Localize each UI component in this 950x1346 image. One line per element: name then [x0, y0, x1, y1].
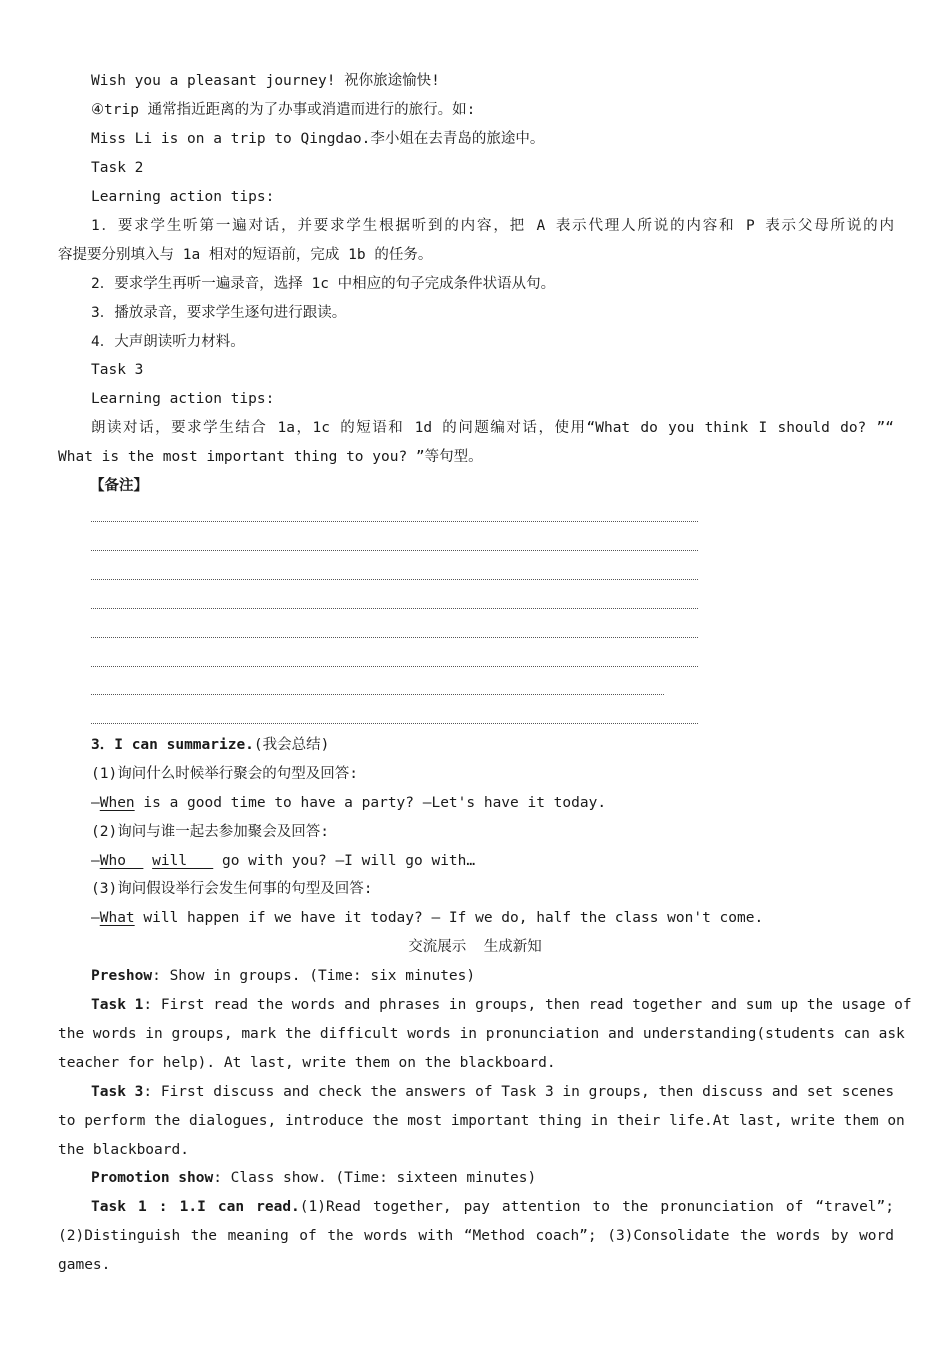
- text-line: [91, 1082, 894, 1102]
- section-title: 交流展示 生成新知: [408, 939, 542, 955]
- note-rule: [91, 608, 698, 609]
- preshow-text: : Show in groups. (Time: six minutes): [152, 968, 476, 984]
- text-line: to perform the dialogues, introduce the most important thing in their life.At last, write them on: [58, 1113, 905, 1129]
- preshow-line: [91, 966, 894, 986]
- note-rule: [91, 723, 698, 724]
- summary-heading-note: (我会总结): [253, 737, 330, 753]
- task-text: (1)Read together, pay attention to the pronunciation of “travel”;: [299, 1199, 894, 1215]
- text-line: Miss Li is on a trip to Qingdao.李小姐在去青岛的旅途中。: [91, 131, 545, 147]
- note-rule: [91, 550, 698, 551]
- fill-blank: When: [99, 795, 135, 811]
- text-line: ④trip 通常指近距离的为了办事或消遣而进行的旅行。如:: [91, 102, 476, 118]
- task-label: Task 1 : 1.I can read.: [91, 1199, 300, 1215]
- promotion-text: : Class show. (Time: sixteen minutes): [213, 1170, 537, 1186]
- text-line: [91, 1197, 894, 1217]
- text-line: (2)Distinguish the meaning of the words with “Method coach”; (3)Consolidate the words by word: [58, 1228, 894, 1244]
- summary-answer: [91, 851, 894, 871]
- task-3-heading: Task 3: [91, 362, 144, 378]
- summary-heading: [91, 735, 894, 755]
- tips-label: Learning action tips:: [91, 189, 275, 205]
- text-line: 2．要求学生再听一遍录音，选择 1c 中相应的句子完成条件状语从句。: [91, 276, 556, 292]
- answer-text: will happen if we have it today? — If we do, half the class won't come.: [134, 910, 764, 926]
- text-line: Wish you a pleasant journey! 祝你旅途愉快!: [91, 73, 440, 89]
- promotion-line: [91, 1168, 894, 1188]
- dash: —: [91, 795, 100, 811]
- summary-heading-bold: 3．I can summarize.: [91, 737, 254, 753]
- task-2-heading: Task 2: [91, 160, 144, 176]
- tips-label: Learning action tips:: [91, 391, 275, 407]
- text-line: the blackboard.: [58, 1142, 189, 1158]
- answer-text: go with you? —I will go with…: [213, 853, 476, 869]
- summary-question: (3)询问假设举行会发生何事的句型及回答:: [91, 881, 373, 897]
- summary-question: (2)询问与谁一起去参加聚会及回答:: [91, 824, 329, 840]
- fill-blank: What: [99, 910, 135, 926]
- summary-answer: [91, 793, 894, 813]
- preshow-label: Preshow: [91, 968, 153, 984]
- summary-answer: [91, 908, 894, 928]
- note-rule: [91, 521, 698, 522]
- text-line: [91, 995, 912, 1015]
- fill-blank: will: [152, 853, 214, 869]
- text-line: the words in groups, mark the difficult words in pronunciation and understanding(students can ask: [58, 1026, 905, 1042]
- text-line: games.: [58, 1257, 111, 1273]
- fill-blank: Who: [99, 853, 144, 869]
- text-line: 容提要分别填入与 1a 相对的短语前，完成 1b 的任务。: [58, 247, 433, 263]
- note-rule: [91, 666, 698, 667]
- text-line: 4．大声朗读听力材料。: [91, 334, 245, 350]
- note-rule: [91, 637, 698, 638]
- task-label: Task 1: [91, 997, 144, 1013]
- blank-gap: [143, 853, 152, 869]
- task-label: Task 3: [91, 1084, 144, 1100]
- task-text: : First discuss and check the answers of Task 3 in groups, then discuss and set scenes: [143, 1084, 895, 1100]
- promotion-label: Promotion show: [91, 1170, 214, 1186]
- note-rule: [91, 694, 664, 695]
- task-text: : First read the words and phrases in groups, then read together and sum up the usage of: [143, 997, 912, 1013]
- text-line: 1．要求学生听第一遍对话，并要求学生根据听到的内容，把 A 表示代理人所说的内容和 P 表示父母所说的内: [91, 218, 894, 234]
- summary-question: (1)询问什么时候举行聚会的句型及回答:: [91, 766, 358, 782]
- dash: —: [91, 910, 100, 926]
- text-line: 朗读对话，要求学生结合 1a，1c 的短语和 1d 的问题编对话，使用“What do you think I should do? ”“: [91, 420, 894, 436]
- answer-text: is a good time to have a party? —Let's have it today.: [134, 795, 607, 811]
- text-line: teacher for help). At last, write them on the blackboard.: [58, 1055, 556, 1071]
- text-line: What is the most important thing to you? ”等句型。: [58, 449, 483, 465]
- text-line: 3．播放录音，要求学生逐句进行跟读。: [91, 305, 347, 321]
- note-rule: [91, 579, 698, 580]
- notes-heading: 【备注】: [90, 478, 148, 494]
- dash: —: [91, 853, 100, 869]
